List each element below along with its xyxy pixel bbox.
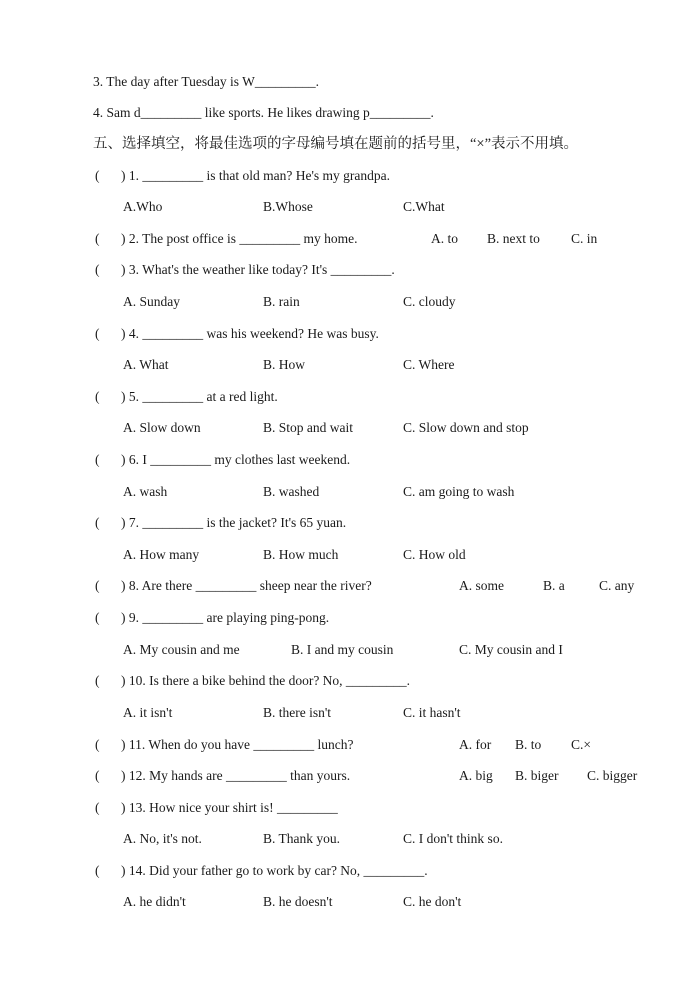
question-text: ) 1. _________ is that old man? He's my grandpa. bbox=[121, 168, 391, 183]
question-text: ) 8. Are there _________ sheep near the river? bbox=[121, 578, 372, 593]
answer-paren: ( bbox=[95, 231, 100, 246]
option-c: C. am going to wash bbox=[403, 484, 515, 499]
option-a: A. some bbox=[459, 578, 504, 593]
option-b: B. washed bbox=[263, 484, 320, 499]
option-b: B. next to bbox=[487, 231, 540, 246]
question-text: ) 6. I _________ my clothes last weekend. bbox=[121, 452, 351, 467]
answer-paren: ( bbox=[95, 262, 100, 277]
question-text: ) 2. The post office is _________ my home. bbox=[121, 231, 358, 246]
option-c: C. bigger bbox=[587, 768, 638, 783]
option-b: B. Stop and wait bbox=[263, 420, 353, 435]
question-text: ) 10. Is there a bike behind the door? No, _________. bbox=[121, 673, 411, 688]
question-text: ) 14. Did your father go to work by car? No, _________. bbox=[121, 863, 428, 878]
question-text: ) 12. My hands are _________ than yours. bbox=[121, 768, 351, 783]
option-c: C.× bbox=[571, 737, 591, 752]
option-a: A. he didn't bbox=[123, 894, 186, 909]
option-c: C. Slow down and stop bbox=[403, 420, 529, 435]
answer-paren: ( bbox=[95, 389, 100, 404]
option-a: A. My cousin and me bbox=[123, 642, 240, 657]
question-text: ) 11. When do you have _________ lunch? bbox=[121, 737, 354, 752]
option-b: B. there isn't bbox=[263, 705, 332, 720]
fill-in-question-4: 4. Sam d_________ like sports. He likes drawing p_________. bbox=[93, 105, 434, 120]
option-c: C. he don't bbox=[403, 894, 462, 909]
option-b: B. biger bbox=[515, 768, 559, 783]
option-b: B. How bbox=[263, 357, 306, 372]
option-c: C. My cousin and I bbox=[459, 642, 563, 657]
option-b: B. How much bbox=[263, 547, 339, 562]
option-c: C. Where bbox=[403, 357, 455, 372]
question-text: ) 5. _________ at a red light. bbox=[121, 389, 278, 404]
option-a: A. wash bbox=[123, 484, 168, 499]
option-b: B. Thank you. bbox=[263, 831, 340, 846]
option-c: C. I don't think so. bbox=[403, 831, 503, 846]
answer-paren: ( bbox=[95, 326, 100, 341]
answer-paren: ( bbox=[95, 578, 100, 593]
option-b: B. he doesn't bbox=[263, 894, 333, 909]
question-text: ) 3. What's the weather like today? It's _________. bbox=[121, 262, 395, 277]
option-b: B. rain bbox=[263, 294, 300, 309]
answer-paren: ( bbox=[95, 168, 100, 183]
option-c: C. cloudy bbox=[403, 294, 456, 309]
option-a: A. for bbox=[459, 737, 492, 752]
option-a: A. What bbox=[123, 357, 169, 372]
section-heading: 五、选择填空，将最佳选项的字母编号填在题前的括号里，“×”表示不用填。 bbox=[93, 136, 579, 152]
question-text: ) 4. _________ was his weekend? He was busy. bbox=[121, 326, 379, 341]
question-text: ) 13. How nice your shirt is! _________ bbox=[121, 800, 338, 815]
option-b: B. I and my cousin bbox=[291, 642, 394, 657]
option-b: B. to bbox=[515, 737, 542, 752]
option-a: A. it isn't bbox=[123, 705, 173, 720]
answer-paren: ( bbox=[95, 800, 100, 815]
answer-paren: ( bbox=[95, 610, 100, 625]
answer-paren: ( bbox=[95, 737, 100, 752]
question-text: ) 7. _________ is the jacket? It's 65 yuan. bbox=[121, 515, 347, 530]
option-a: A. big bbox=[459, 768, 493, 783]
option-a: A. to bbox=[431, 231, 458, 246]
option-c: C. How old bbox=[403, 547, 466, 562]
option-a: A. No, it's not. bbox=[123, 831, 202, 846]
option-a: A. Sunday bbox=[123, 294, 180, 309]
option-b: B.Whose bbox=[263, 199, 313, 214]
question-text: ) 9. _________ are playing ping-pong. bbox=[121, 610, 330, 625]
option-c: C. it hasn't bbox=[403, 705, 461, 720]
option-a: A. Slow down bbox=[123, 420, 201, 435]
option-c: C.What bbox=[403, 199, 445, 214]
answer-paren: ( bbox=[95, 863, 100, 878]
answer-paren: ( bbox=[95, 768, 100, 783]
option-a: A.Who bbox=[123, 199, 163, 214]
option-c: C. in bbox=[571, 231, 598, 246]
option-c: C. any bbox=[599, 578, 635, 593]
option-a: A. How many bbox=[123, 547, 200, 562]
answer-paren: ( bbox=[95, 673, 100, 688]
answer-paren: ( bbox=[95, 452, 100, 467]
answer-paren: ( bbox=[95, 515, 100, 530]
option-b: B. a bbox=[543, 578, 565, 593]
fill-in-question-3: 3. The day after Tuesday is W_________. bbox=[93, 74, 319, 89]
